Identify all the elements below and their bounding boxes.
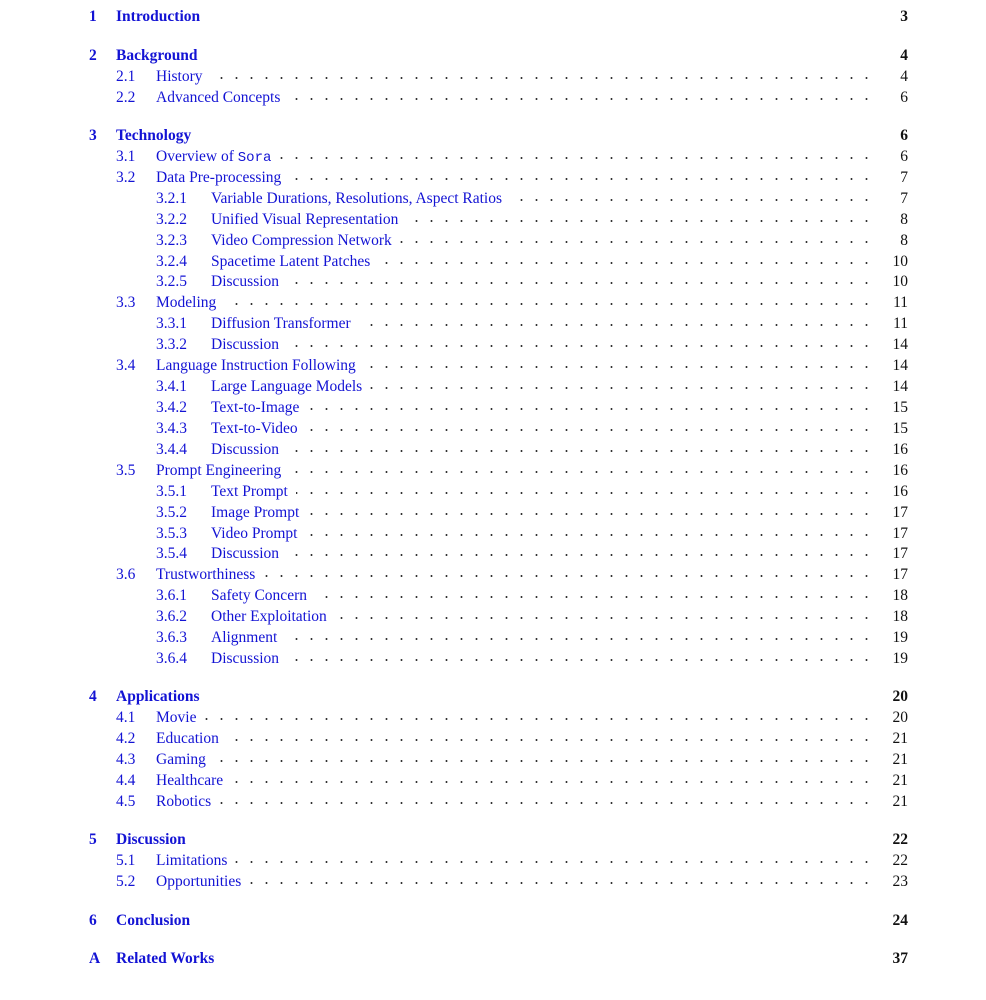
toc-entry-number[interactable]: 3.4.4 bbox=[156, 441, 187, 458]
toc-entry-title[interactable]: Text-to-Video bbox=[211, 420, 298, 437]
dot-leader bbox=[287, 334, 874, 356]
toc-entry-page-number[interactable]: 22 bbox=[892, 852, 908, 869]
toc-entry-title[interactable]: Modeling bbox=[156, 294, 217, 311]
toc-entry-number[interactable]: 3.2.3 bbox=[156, 232, 187, 249]
toc-subsubsection-entry[interactable] bbox=[0, 439, 986, 461]
toc-section-entry[interactable] bbox=[0, 910, 986, 932]
toc-entry-title[interactable]: Text Prompt bbox=[211, 483, 288, 500]
toc-subsubsection-entry[interactable] bbox=[0, 397, 986, 419]
toc-entry-number[interactable]: 3.6.3 bbox=[156, 629, 187, 646]
toc-entry-page-number[interactable]: 16 bbox=[892, 483, 908, 500]
dot-leader bbox=[307, 502, 874, 524]
dot-leader bbox=[289, 460, 874, 482]
toc-entry-number[interactable]: 3.2 bbox=[116, 169, 136, 186]
toc-subsection-entry[interactable] bbox=[0, 292, 986, 314]
toc-subsection-entry[interactable] bbox=[0, 460, 986, 482]
toc-entry-number[interactable]: 4.1 bbox=[116, 709, 136, 726]
dot-leader bbox=[305, 523, 874, 545]
toc-subsubsection-entry[interactable] bbox=[0, 188, 986, 210]
toc-entry-number[interactable]: 4.4 bbox=[116, 772, 136, 789]
toc-entry-page-number[interactable]: 18 bbox=[892, 608, 908, 625]
toc-entry-title[interactable]: Other Exploitation bbox=[211, 608, 327, 625]
dot-leader bbox=[204, 707, 874, 729]
toc-subsubsection-entry[interactable] bbox=[0, 230, 986, 252]
toc-entry-number[interactable]: 3.5.1 bbox=[156, 483, 187, 500]
dot-leader bbox=[279, 146, 874, 168]
toc-section-entry[interactable] bbox=[0, 45, 986, 67]
toc-entry-title[interactable]: Unified Visual Representation bbox=[211, 211, 399, 228]
toc-entry-page-number[interactable]: 8 bbox=[900, 211, 908, 228]
toc-subsection-entry[interactable] bbox=[0, 146, 986, 168]
dot-leader bbox=[287, 439, 874, 461]
toc-entry-number[interactable]: 2.1 bbox=[116, 68, 136, 85]
toc-entry-title[interactable]: Robotics bbox=[156, 793, 212, 810]
dot-leader bbox=[296, 481, 874, 503]
toc-entry-page-number[interactable]: 15 bbox=[892, 420, 908, 437]
toc-subsection-entry[interactable] bbox=[0, 728, 986, 750]
dot-leader bbox=[307, 397, 874, 419]
dot-leader bbox=[287, 543, 874, 565]
toc-entry-number[interactable]: 5.1 bbox=[116, 852, 136, 869]
dot-leader bbox=[224, 292, 874, 314]
toc-entry-number[interactable]: 5 bbox=[89, 831, 97, 848]
dot-leader bbox=[406, 209, 874, 231]
toc-entry-page-number[interactable]: 21 bbox=[892, 793, 908, 810]
toc-entry-title-code: Sora bbox=[237, 150, 272, 166]
toc-subsection-entry[interactable] bbox=[0, 355, 986, 377]
dot-leader bbox=[285, 627, 874, 649]
toc-entry-page-number[interactable]: 21 bbox=[892, 730, 908, 747]
toc-entry-page-number[interactable]: 6 bbox=[900, 127, 908, 144]
toc-entry-page-number[interactable]: 17 bbox=[892, 545, 908, 562]
toc-entry-number[interactable]: 3.6 bbox=[116, 566, 136, 583]
dot-leader bbox=[287, 648, 874, 670]
dot-leader bbox=[288, 87, 874, 109]
toc-entry-title[interactable]: Diffusion Transformer bbox=[211, 315, 351, 332]
toc-entry-title[interactable]: Introduction bbox=[116, 8, 201, 25]
toc-subsubsection-entry[interactable] bbox=[0, 209, 986, 231]
toc-entry-title[interactable]: Background bbox=[116, 47, 198, 64]
dot-leader bbox=[378, 251, 874, 273]
toc-entry-number[interactable]: 3.6.1 bbox=[156, 587, 187, 604]
toc-entry-title[interactable]: Applications bbox=[116, 688, 200, 705]
toc-entry-title[interactable]: Discussion bbox=[211, 273, 280, 290]
toc-entry-number[interactable]: 3.6.2 bbox=[156, 608, 187, 625]
toc-subsubsection-entry[interactable] bbox=[0, 627, 986, 649]
toc-entry-title[interactable]: Discussion bbox=[211, 336, 280, 353]
dot-leader bbox=[510, 188, 874, 210]
dot-leader bbox=[227, 728, 874, 750]
dot-leader bbox=[231, 770, 874, 792]
toc-entry-number[interactable]: 3.2.1 bbox=[156, 190, 187, 207]
toc-entry-page-number[interactable]: 16 bbox=[892, 462, 908, 479]
toc-entry-title[interactable]: Data Pre-processing bbox=[156, 169, 282, 186]
toc-entry-number[interactable]: 3.6.4 bbox=[156, 650, 187, 667]
toc-subsection-entry[interactable] bbox=[0, 850, 986, 872]
toc-subsection-entry[interactable] bbox=[0, 707, 986, 729]
toc-entry-number[interactable]: 3.4.2 bbox=[156, 399, 187, 416]
toc-subsubsection-entry[interactable] bbox=[0, 523, 986, 545]
toc-entry-number[interactable]: 4.3 bbox=[116, 751, 136, 768]
toc-entry-number[interactable]: 3.5.3 bbox=[156, 525, 187, 542]
toc-subsubsection-entry[interactable] bbox=[0, 606, 986, 628]
toc-subsubsection-entry[interactable] bbox=[0, 481, 986, 503]
toc-entry-number[interactable]: 2.2 bbox=[116, 89, 136, 106]
toc-subsubsection-entry[interactable] bbox=[0, 585, 986, 607]
toc-entry-title[interactable]: Alignment bbox=[211, 629, 278, 646]
toc-subsubsection-entry[interactable] bbox=[0, 376, 986, 398]
toc-subsubsection-entry[interactable] bbox=[0, 313, 986, 335]
dot-leader bbox=[219, 791, 874, 813]
dot-leader bbox=[306, 418, 874, 440]
toc-entry-page-number[interactable]: 7 bbox=[900, 169, 908, 186]
toc-entry-page-number[interactable]: 21 bbox=[892, 772, 908, 789]
toc-entry-title[interactable]: Trustworthiness bbox=[156, 566, 256, 583]
toc-entry-page-number[interactable]: 4 bbox=[900, 47, 908, 64]
toc-entry-title[interactable]: Language Instruction Following bbox=[156, 357, 356, 374]
toc-entry-number[interactable]: 3.3 bbox=[116, 294, 136, 311]
toc-entry-title[interactable]: Opportunities bbox=[156, 873, 242, 890]
toc-subsection-entry[interactable] bbox=[0, 749, 986, 771]
toc-entry-title[interactable]: Image Prompt bbox=[211, 504, 300, 521]
toc-subsubsection-entry[interactable] bbox=[0, 418, 986, 440]
toc-entry-number[interactable]: 3.2.4 bbox=[156, 253, 187, 270]
toc-entry-page-number[interactable]: 14 bbox=[892, 336, 908, 353]
toc-subsection-entry[interactable] bbox=[0, 87, 986, 109]
toc-entry-title[interactable]: Video Prompt bbox=[211, 525, 298, 542]
toc-entry-page-number[interactable]: 14 bbox=[892, 357, 908, 374]
dot-leader bbox=[211, 66, 874, 88]
toc-entry-page-number[interactable]: 17 bbox=[892, 504, 908, 521]
toc-entry-title[interactable]: Discussion bbox=[211, 441, 280, 458]
toc-subsection-entry[interactable] bbox=[0, 770, 986, 792]
toc-subsubsection-entry[interactable] bbox=[0, 334, 986, 356]
toc-entry-page-number[interactable]: 8 bbox=[900, 232, 908, 249]
dot-leader bbox=[400, 230, 874, 252]
toc-entry-title[interactable]: Text-to-Image bbox=[211, 399, 300, 416]
toc-entry-page-number[interactable]: 11 bbox=[893, 294, 908, 311]
dot-leader bbox=[315, 585, 874, 607]
toc-entry-page-number[interactable]: 7 bbox=[900, 190, 908, 207]
toc-entry-page-number[interactable]: 22 bbox=[892, 831, 908, 848]
toc-entry-title[interactable]: Safety Concern bbox=[211, 587, 307, 604]
toc-entry-number[interactable]: 3.3.1 bbox=[156, 315, 187, 332]
dot-leader bbox=[364, 355, 874, 377]
toc-subsubsection-entry[interactable] bbox=[0, 543, 986, 565]
toc-entry-title[interactable]: Limitations bbox=[156, 852, 228, 869]
toc-subsection-entry[interactable] bbox=[0, 791, 986, 813]
toc-entry-title[interactable]: Variable Durations, Resolutions, Aspect Ratios bbox=[211, 190, 503, 207]
toc-subsection-entry[interactable] bbox=[0, 871, 986, 893]
toc-entry-number[interactable]: 4.5 bbox=[116, 793, 136, 810]
toc-entry-number[interactable]: 6 bbox=[89, 912, 97, 929]
toc-entry-page-number[interactable]: 10 bbox=[892, 273, 908, 290]
dot-leader bbox=[214, 749, 874, 771]
toc-entry-page-number[interactable]: 14 bbox=[892, 378, 908, 395]
toc-entry-page-number[interactable]: 17 bbox=[892, 566, 908, 583]
dot-leader bbox=[335, 606, 874, 628]
toc-entry-page-number[interactable]: 19 bbox=[892, 650, 908, 667]
toc-entry-page-number[interactable]: 24 bbox=[892, 912, 908, 929]
toc-entry-number[interactable]: 5.2 bbox=[116, 873, 136, 890]
toc-entry-number[interactable]: 3 bbox=[89, 127, 97, 144]
toc-entry-title[interactable]: Related Works bbox=[116, 950, 215, 967]
toc-entry-number[interactable]: 3.4.1 bbox=[156, 378, 187, 395]
toc-entry-page-number[interactable]: 10 bbox=[892, 253, 908, 270]
toc-entry-title[interactable]: Technology bbox=[116, 127, 192, 144]
dot-leader bbox=[359, 313, 874, 335]
toc-subsection-entry[interactable] bbox=[0, 66, 986, 88]
toc-entry-number[interactable]: A bbox=[89, 950, 101, 967]
toc-entry-page-number[interactable]: 3 bbox=[900, 8, 908, 25]
dot-leader bbox=[263, 564, 874, 586]
toc-subsubsection-entry[interactable] bbox=[0, 271, 986, 293]
toc-subsubsection-entry[interactable] bbox=[0, 251, 986, 273]
toc-entry-number[interactable]: 3.3.2 bbox=[156, 336, 187, 353]
toc-entry-page-number[interactable]: 6 bbox=[900, 148, 908, 165]
toc-entry-number[interactable]: 4 bbox=[89, 688, 97, 705]
toc-entry-number[interactable]: 3.2.2 bbox=[156, 211, 187, 228]
toc-entry-title[interactable]: Large Language Models bbox=[211, 378, 363, 395]
toc-subsection-entry[interactable] bbox=[0, 167, 986, 189]
toc-entry-number[interactable]: 2 bbox=[89, 47, 97, 64]
toc-entry-page-number[interactable]: 6 bbox=[900, 89, 908, 106]
toc-entry-title[interactable]: Discussion bbox=[211, 545, 280, 562]
toc-entry-title[interactable]: Education bbox=[156, 730, 219, 747]
toc-section-entry[interactable] bbox=[0, 948, 986, 970]
toc-entry-page-number[interactable]: 16 bbox=[892, 441, 908, 458]
toc-entry-number[interactable]: 3.4 bbox=[116, 357, 136, 374]
toc-entry-page-number[interactable]: 21 bbox=[892, 751, 908, 768]
toc-entry-title[interactable]: Gaming bbox=[156, 751, 206, 768]
toc-entry-number[interactable]: 3.1 bbox=[116, 148, 136, 165]
toc-entry-number[interactable]: 3.5.4 bbox=[156, 545, 187, 562]
toc-entry-title[interactable]: Movie bbox=[156, 709, 197, 726]
toc-entry-number[interactable]: 3.4.3 bbox=[156, 420, 187, 437]
toc-entry-page-number[interactable]: 20 bbox=[892, 688, 908, 705]
toc-entry-page-number[interactable]: 37 bbox=[892, 950, 908, 967]
toc-section-entry[interactable] bbox=[0, 829, 986, 851]
toc-entry-page-number[interactable]: 17 bbox=[892, 525, 908, 542]
toc-entry-title[interactable]: Spacetime Latent Patches bbox=[211, 253, 371, 270]
dot-leader bbox=[370, 376, 874, 398]
toc-subsubsection-entry[interactable] bbox=[0, 648, 986, 670]
toc-entry-number[interactable]: 3.5.2 bbox=[156, 504, 187, 521]
toc-entry-title[interactable]: Discussion bbox=[116, 831, 186, 848]
toc-entry-title[interactable]: History bbox=[156, 68, 203, 85]
toc-entry-title-text: Overview of bbox=[156, 148, 238, 165]
toc-subsection-entry[interactable] bbox=[0, 564, 986, 586]
toc-entry-title[interactable]: Prompt Engineering bbox=[156, 462, 282, 479]
dot-leader bbox=[235, 850, 874, 872]
toc-section-entry[interactable] bbox=[0, 125, 986, 147]
toc-entry-number[interactable]: 3.2.5 bbox=[156, 273, 187, 290]
toc-entry-title[interactable]: Healthcare bbox=[156, 772, 224, 789]
toc-subsubsection-entry[interactable] bbox=[0, 502, 986, 524]
toc-entry-number[interactable]: 1 bbox=[89, 8, 97, 25]
toc-entry-title[interactable]: Advanced Concepts bbox=[156, 89, 281, 106]
toc-entry-number[interactable]: 4.2 bbox=[116, 730, 136, 747]
toc-entry-page-number[interactable]: 20 bbox=[892, 709, 908, 726]
toc-entry-page-number[interactable]: 15 bbox=[892, 399, 908, 416]
toc-entry-title[interactable]: Conclusion bbox=[116, 912, 191, 929]
toc-entry-number[interactable]: 3.5 bbox=[116, 462, 136, 479]
toc-section-entry[interactable] bbox=[0, 686, 986, 708]
dot-leader bbox=[249, 871, 874, 893]
toc-entry-page-number[interactable]: 19 bbox=[892, 629, 908, 646]
dot-leader bbox=[289, 167, 874, 189]
toc-entry-title[interactable] bbox=[156, 146, 271, 169]
toc-entry-title[interactable]: Discussion bbox=[211, 650, 280, 667]
toc-entry-page-number[interactable]: 4 bbox=[900, 68, 908, 85]
toc-entry-page-number[interactable]: 18 bbox=[892, 587, 908, 604]
toc-entry-page-number[interactable]: 11 bbox=[893, 315, 908, 332]
toc-entry-page-number[interactable]: 23 bbox=[892, 873, 908, 890]
toc-section-entry[interactable] bbox=[0, 6, 986, 28]
toc-entry-title[interactable]: Video Compression Network bbox=[211, 232, 392, 249]
dot-leader bbox=[287, 271, 874, 293]
